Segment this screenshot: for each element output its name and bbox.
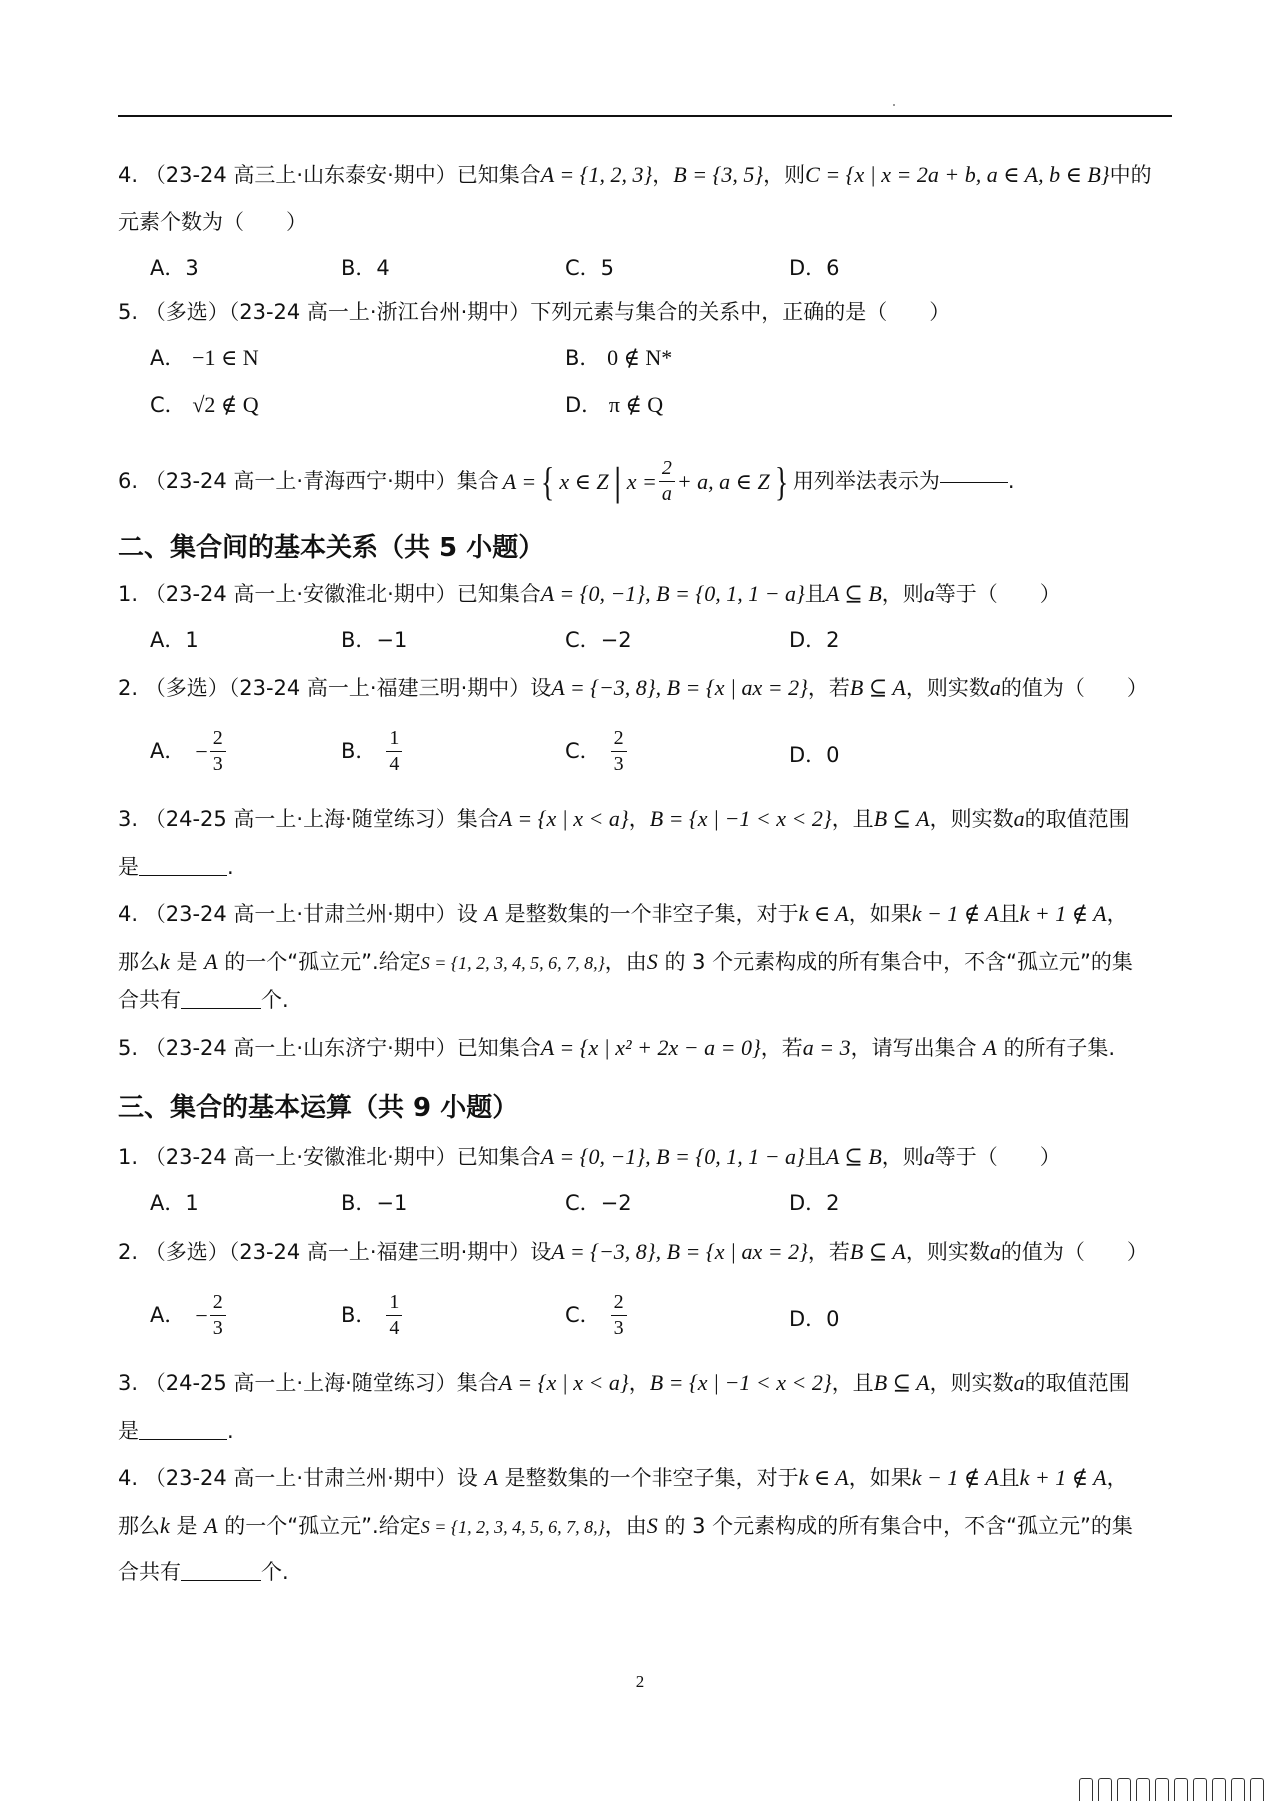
fraction-numerator: 2 xyxy=(210,728,226,752)
variable: a xyxy=(1013,1370,1025,1395)
question-text: ，如果 xyxy=(848,902,912,926)
question-source: （多选）（23-24 高一上·浙江台州·期中） xyxy=(144,300,531,324)
s2-q3-line2 xyxy=(118,857,234,878)
question-number: 5. xyxy=(118,1036,139,1060)
question-text: 的取值范围 xyxy=(1024,807,1130,831)
fraction xyxy=(210,1292,226,1339)
question-number: 2. xyxy=(118,1240,139,1264)
question-text: ，则实数 xyxy=(929,1371,1014,1395)
question-text: 合共有 xyxy=(118,1560,181,1584)
question-number: 2. xyxy=(118,676,139,700)
question-text: ， xyxy=(1106,1466,1128,1490)
variable: a xyxy=(989,675,1001,700)
tab-icon[interactable] xyxy=(1174,1778,1188,1801)
s3-q1-line xyxy=(118,1146,1061,1168)
option-label: A． xyxy=(150,739,186,763)
tab-icon[interactable] xyxy=(1117,1778,1131,1801)
question-text: 个. xyxy=(261,1560,289,1584)
option-d[interactable]: D．0 xyxy=(789,1307,840,1331)
question-text: 是整数集的一个非空子集，对于 xyxy=(504,902,799,926)
section-heading: 二、集合间的基本关系（共 5 小题） xyxy=(118,533,545,563)
option-b[interactable] xyxy=(341,1292,404,1339)
question-text: 等于（ ） xyxy=(934,582,1061,606)
question-text: 是整数集的一个非空子集，对于 xyxy=(504,1466,799,1490)
option-math: 0 ∉ N* xyxy=(607,345,673,370)
option-d[interactable]: D．2 xyxy=(789,1191,840,1215)
question-text: ，若 xyxy=(807,676,850,700)
question-text: 且 xyxy=(998,1466,1020,1490)
set-rule: x = xyxy=(626,468,657,494)
question-text: 已知集合 xyxy=(456,582,541,606)
option-b[interactable]: B．−1 xyxy=(341,628,408,652)
question-text: 且 xyxy=(804,1145,826,1169)
s2-q4-line2 xyxy=(118,951,1133,973)
fraction-denominator: 3 xyxy=(212,753,223,775)
tab-icon[interactable] xyxy=(1155,1778,1169,1801)
option-c[interactable]: C．−2 xyxy=(565,1191,632,1215)
question-text: ，则 xyxy=(881,582,924,606)
set-a-expr: A = {x | x < a} xyxy=(498,1370,629,1395)
option-d[interactable] xyxy=(565,394,663,416)
subset-expr: B ⊆ A xyxy=(849,1239,906,1264)
question-source: （23-24 高一上·青海西宁·期中） xyxy=(144,469,457,493)
option-a[interactable]: A．3 xyxy=(150,256,199,280)
question-number: 6. xyxy=(118,469,139,493)
variable: k xyxy=(160,949,170,974)
fraction-numerator: 1 xyxy=(386,728,402,752)
s1-q4-line2 xyxy=(118,212,307,233)
set-expr: A = {0, −1}, B = {0, 1, 1 − a} xyxy=(540,1144,805,1169)
page-number: 2 xyxy=(635,1672,645,1691)
question-text: 设 xyxy=(530,676,552,700)
subset-expr: A ⊆ B xyxy=(825,1144,882,1169)
question-text: 的一个“孤立元”.给定 xyxy=(224,1514,421,1538)
s3-q4-line3 xyxy=(118,1562,289,1583)
question-text: 的 3 个元素构成的所有集合中，不含“孤立元”的集 xyxy=(664,950,1133,974)
question-source: （多选）（23-24 高一上·福建三明·期中） xyxy=(144,1240,531,1264)
fraction xyxy=(210,728,226,775)
option-c[interactable] xyxy=(150,394,259,416)
question-text: 的取值范围 xyxy=(1024,1371,1130,1395)
fraction xyxy=(611,728,627,775)
variable: A xyxy=(204,949,218,974)
option-math: √2 ∉ Q xyxy=(192,392,259,417)
option-b[interactable] xyxy=(341,728,404,775)
tab-icon[interactable] xyxy=(1098,1778,1112,1801)
variable: a xyxy=(989,1239,1001,1264)
question-text: 是 xyxy=(118,855,139,879)
question-text: 个. xyxy=(261,988,289,1012)
question-text: . xyxy=(227,1419,234,1443)
question-text: ，则 xyxy=(763,163,806,187)
condition-expr: k + 1 ∉ A xyxy=(1019,1465,1107,1490)
minus-sign: − xyxy=(195,738,208,764)
question-text: ，且 xyxy=(831,807,874,831)
question-source: （23-24 高三上·山东泰安·期中） xyxy=(144,163,457,187)
question-text: 设 xyxy=(456,902,478,926)
s1-q4-line1 xyxy=(118,164,1152,186)
set-a-expr: A = {x | x < a} xyxy=(498,806,629,831)
question-text: 是 xyxy=(176,950,198,974)
question-text: 中的 xyxy=(1109,163,1152,187)
option-label: C． xyxy=(565,739,601,763)
condition-expr: k − 1 ∉ A xyxy=(911,1465,999,1490)
option-d[interactable]: D．0 xyxy=(789,743,840,767)
question-text: ，如果 xyxy=(848,1466,912,1490)
option-d[interactable]: D．2 xyxy=(789,628,840,652)
option-c[interactable]: C．5 xyxy=(565,256,615,280)
question-text: ，则 xyxy=(881,1145,924,1169)
right-brace: } xyxy=(774,458,789,504)
question-text: ，若 xyxy=(807,1240,850,1264)
variable: S xyxy=(646,1513,658,1538)
tab-icon[interactable] xyxy=(1250,1778,1264,1801)
s3-q3-line1 xyxy=(118,1372,1130,1394)
s2-q4-line1 xyxy=(118,903,1128,925)
question-text: 等于（ ） xyxy=(934,1145,1061,1169)
fraction xyxy=(659,458,675,505)
tab-icon[interactable] xyxy=(1231,1778,1245,1801)
subset-expr: A ⊆ B xyxy=(825,581,882,606)
condition-expr: k + 1 ∉ A xyxy=(1019,901,1107,926)
option-label: B． xyxy=(341,1303,377,1327)
question-number: 5. xyxy=(118,300,139,324)
question-text: 已知集合 xyxy=(456,163,541,187)
minus-sign: − xyxy=(195,1302,208,1328)
question-text: ，则实数 xyxy=(905,1240,990,1264)
option-b[interactable] xyxy=(565,347,672,369)
option-label: B． xyxy=(565,346,601,370)
question-text: 已知集合 xyxy=(456,1036,541,1060)
fraction-denominator: 4 xyxy=(389,1317,400,1339)
question-text: . xyxy=(227,855,234,879)
variable: a xyxy=(1013,806,1025,831)
question-text: 集合 xyxy=(456,469,499,493)
option-math: −1 ∈ N xyxy=(192,345,259,370)
question-text: 的 3 个元素构成的所有集合中，不含“孤立元”的集 xyxy=(664,1514,1133,1538)
fraction-denominator: 3 xyxy=(613,1317,624,1339)
membership-expr: k ∈ A xyxy=(798,901,849,926)
set-a-expr: A = {x | x² + 2x − a = 0} xyxy=(540,1035,761,1060)
question-source: （24-25 高一上·上海·随堂练习） xyxy=(144,1371,457,1395)
question-number: 1. xyxy=(118,1145,139,1169)
set-b-expr: B = {3, 5} xyxy=(673,162,764,187)
variable: k xyxy=(160,1513,170,1538)
fraction-numerator: 1 xyxy=(386,1292,402,1316)
question-source: （23-24 高一上·山东济宁·期中） xyxy=(144,1036,457,1060)
set-expr: A = {−3, 8}, B = {x | ax = 2} xyxy=(551,675,808,700)
question-text: 的值为（ ） xyxy=(1000,676,1148,700)
fraction-denominator: 3 xyxy=(613,753,624,775)
question-text: . xyxy=(1007,469,1015,493)
option-label: C． xyxy=(565,1303,601,1327)
set-a-expr: A = {1, 2, 3} xyxy=(540,162,653,187)
question-text: ， xyxy=(1106,902,1128,926)
fraction-numerator: 2 xyxy=(659,458,675,482)
s2-q2-line xyxy=(118,677,1148,699)
question-number: 3. xyxy=(118,807,139,831)
question-text: 集合 xyxy=(456,807,499,831)
variable: a xyxy=(923,1144,935,1169)
question-text: ，由 xyxy=(604,950,647,974)
question-text: 且 xyxy=(804,582,826,606)
set-b-expr: B = {x | −1 < x < 2} xyxy=(649,1370,832,1395)
question-text: ，则实数 xyxy=(905,676,990,700)
question-text: 的值为（ ） xyxy=(1000,1240,1148,1264)
answer-blank[interactable] xyxy=(181,1007,261,1009)
tab-icon[interactable] xyxy=(1079,1778,1093,1801)
question-text: ，请写出集合 xyxy=(850,1036,977,1060)
question-text: 合共有 xyxy=(118,988,181,1012)
fraction-numerator: 2 xyxy=(611,728,627,752)
s2-q5-line xyxy=(118,1037,1115,1059)
option-c[interactable] xyxy=(565,728,629,775)
question-text: ，且 xyxy=(831,1371,874,1395)
option-b[interactable]: B．−1 xyxy=(341,1191,408,1215)
question-number: 4. xyxy=(118,902,139,926)
set-a-expr: A = xyxy=(502,468,537,494)
option-c[interactable] xyxy=(565,1292,629,1339)
question-text: 的所有子集. xyxy=(1003,1036,1116,1060)
option-math: π ∉ Q xyxy=(608,392,664,417)
s3-q4-line2 xyxy=(118,1515,1133,1537)
subset-expr: B ⊆ A xyxy=(873,1370,930,1395)
variable: A xyxy=(204,1513,218,1538)
fraction-denominator: a xyxy=(661,483,672,505)
question-source: （23-24 高一上·甘肃兰州·期中） xyxy=(144,902,457,926)
question-text: 设 xyxy=(530,1240,552,1264)
tab-icon[interactable] xyxy=(1212,1778,1226,1801)
tab-icon[interactable] xyxy=(1193,1778,1207,1801)
variable: a xyxy=(923,581,935,606)
question-number: 4. xyxy=(118,163,139,187)
variable: A xyxy=(484,901,498,926)
answer-blank[interactable] xyxy=(940,481,1008,483)
subset-expr: B ⊆ A xyxy=(873,806,930,831)
separator: ， xyxy=(628,1371,650,1395)
set-expr: A = {0, −1}, B = {0, 1, 1 − a} xyxy=(540,581,805,606)
question-text: 是 xyxy=(118,1419,139,1443)
option-label: B． xyxy=(341,739,377,763)
option-a[interactable] xyxy=(150,728,228,775)
question-text: ，则实数 xyxy=(929,807,1014,831)
question-text: 用列举法表示为 xyxy=(792,469,940,493)
question-text: ，若 xyxy=(760,1036,803,1060)
option-label: D． xyxy=(565,393,603,417)
option-label: A． xyxy=(150,1303,186,1327)
membership-expr: k ∈ A xyxy=(798,1465,849,1490)
condition-expr: k − 1 ∉ A xyxy=(911,901,999,926)
fraction xyxy=(386,1292,402,1339)
question-text: 元素个数为（ ） xyxy=(118,210,307,234)
vertical-bar: | xyxy=(613,458,622,504)
question-text: 下列元素与集合的关系中，正确的是（ ） xyxy=(530,300,951,324)
fraction-numerator: 2 xyxy=(210,1292,226,1316)
left-brace: { xyxy=(541,458,555,504)
question-number: 4. xyxy=(118,1466,139,1490)
question-number: 3. xyxy=(118,1371,139,1395)
option-label: A． xyxy=(150,346,186,370)
set-expr: A = {−3, 8}, B = {x | ax = 2} xyxy=(551,1239,808,1264)
option-a[interactable] xyxy=(150,1292,228,1339)
question-source: （24-25 高一上·上海·随堂练习） xyxy=(144,807,457,831)
s2-q1-line xyxy=(118,583,1061,605)
fraction-denominator: 4 xyxy=(389,753,400,775)
scan-speck xyxy=(893,104,895,106)
question-text: 且 xyxy=(998,902,1020,926)
s3-q3-line2 xyxy=(118,1421,234,1442)
fraction xyxy=(386,728,402,775)
option-a[interactable]: A．1 xyxy=(150,628,199,652)
separator: ， xyxy=(652,163,674,187)
variable: S xyxy=(646,949,658,974)
variable: A xyxy=(484,1465,498,1490)
option-d[interactable]: D．6 xyxy=(789,256,840,280)
fraction xyxy=(611,1292,627,1339)
option-a[interactable]: A．1 xyxy=(150,1191,199,1215)
question-text: 那么 xyxy=(118,1514,160,1538)
s2-q4-line3 xyxy=(118,990,289,1011)
question-text: 集合 xyxy=(456,1371,499,1395)
separator: ， xyxy=(628,807,650,831)
option-a[interactable] xyxy=(150,347,259,369)
set-rule: + a, a ∈ Z xyxy=(676,468,770,494)
option-b[interactable]: B．4 xyxy=(341,256,390,280)
s2-q3-line1 xyxy=(118,808,1130,830)
question-source: （23-24 高一上·安徽淮北·期中） xyxy=(144,1145,457,1169)
set-s-expr: S = {1, 2, 3, 4, 5, 6, 7, 8,} xyxy=(420,953,605,973)
set-b-expr: B = {x | −1 < x < 2} xyxy=(649,806,832,831)
question-text: 的一个“孤立元”.给定 xyxy=(224,950,421,974)
variable: A xyxy=(983,1035,997,1060)
option-c[interactable]: C．−2 xyxy=(565,628,632,652)
question-text: 那么 xyxy=(118,950,160,974)
set-condition: x ∈ Z xyxy=(559,468,609,494)
set-c-expr: C = {x | x = 2a + b, a ∈ A, b ∈ B} xyxy=(805,162,1110,187)
header-rule xyxy=(118,115,1172,117)
question-text: 已知集合 xyxy=(456,1145,541,1169)
answer-blank[interactable] xyxy=(181,1579,261,1581)
set-s-expr: S = {1, 2, 3, 4, 5, 6, 7, 8,} xyxy=(420,1517,605,1537)
question-source: （23-24 高一上·甘肃兰州·期中） xyxy=(144,1466,457,1490)
viewer-toolbar-edge xyxy=(1079,1778,1264,1801)
option-label: C． xyxy=(150,393,186,417)
answer-blank[interactable] xyxy=(139,874,227,876)
fraction-numerator: 2 xyxy=(611,1292,627,1316)
fraction-denominator: 3 xyxy=(212,1317,223,1339)
section-heading: 三、集合的基本运算（共 9 小题） xyxy=(118,1093,519,1123)
tab-icon[interactable] xyxy=(1136,1778,1150,1801)
s1-q6-line xyxy=(118,458,1015,505)
s3-q4-line1 xyxy=(118,1467,1128,1489)
question-number: 1. xyxy=(118,582,139,606)
question-text: 设 xyxy=(456,1466,478,1490)
question-source: （多选）（23-24 高一上·福建三明·期中） xyxy=(144,676,531,700)
answer-blank[interactable] xyxy=(139,1438,227,1440)
condition-expr: a = 3 xyxy=(802,1035,851,1060)
s3-q2-line xyxy=(118,1241,1148,1263)
question-text: ，由 xyxy=(604,1514,647,1538)
subset-expr: B ⊆ A xyxy=(849,675,906,700)
question-text: 是 xyxy=(176,1514,198,1538)
question-source: （23-24 高一上·安徽淮北·期中） xyxy=(144,582,457,606)
s1-q5-line1 xyxy=(118,302,950,323)
